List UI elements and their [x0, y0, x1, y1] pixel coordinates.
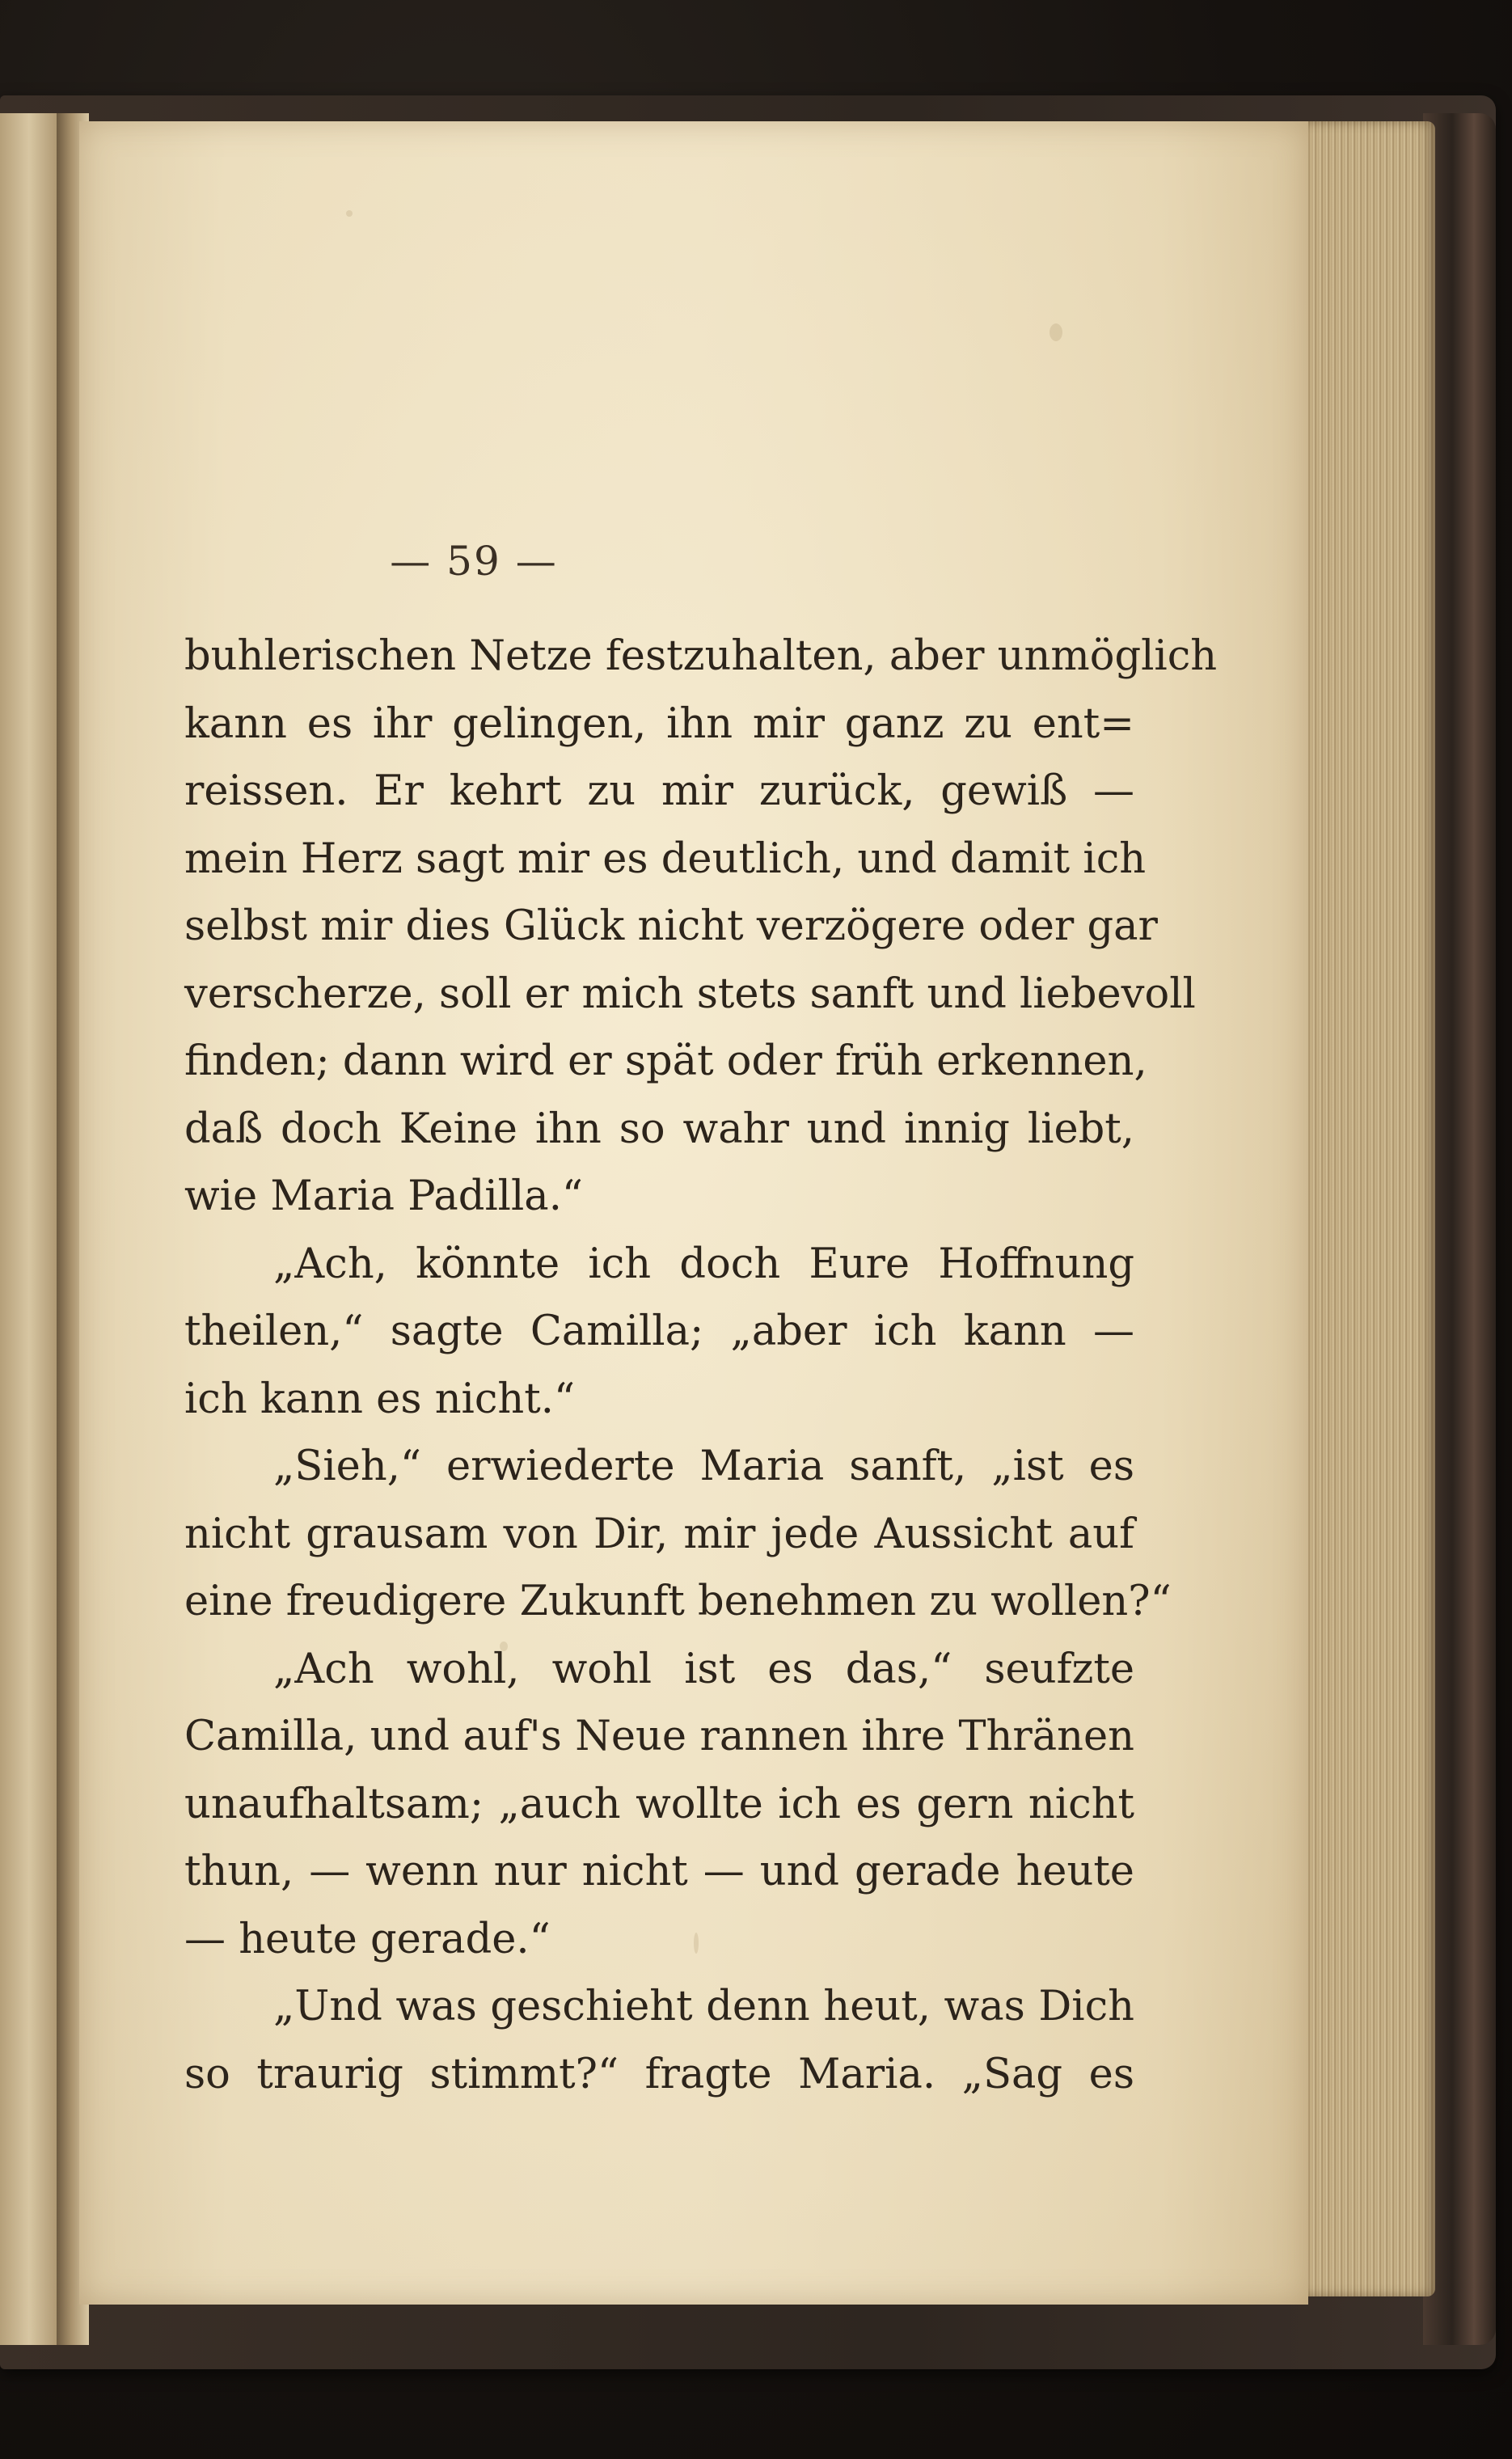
text-line: verscherze, soll er mich stets sanft und liebevoll — [184, 970, 1196, 1018]
text-line: „Ach wohl, wohl ist es das,“ seufzte — [273, 1645, 1134, 1693]
facing-page — [0, 113, 65, 2345]
text-line: „Sieh,“ erwiederte Maria sanft, „ist es — [273, 1443, 1134, 1490]
paper-stain — [346, 210, 353, 217]
text-line: selbst mir dies Glück nicht verzögere oder gar — [184, 902, 1158, 950]
text-line: nicht grausam von Dir, mir jede Aussicht auf — [184, 1510, 1134, 1558]
page-number: — 59 — — [390, 538, 558, 585]
text-line: reissen. Er kehrt zu mir zurück, gewiß — — [184, 767, 1134, 815]
text-line: kann es ihr gelingen, ihn mir ganz zu ent= — [184, 699, 1134, 748]
text-line: „Und was geschieht denn heut, was Dich — [273, 1983, 1134, 2030]
text-line: buhlerischen Netze festzuhalten, aber unmöglich — [184, 632, 1218, 680]
text-line: Camilla, und auf's Neue rannen ihre Thränen — [184, 1713, 1134, 1760]
text-line: so traurig stimmt?“ fragte Maria. „Sag es — [184, 2050, 1134, 2098]
text-line: ich kann es nicht.“ — [184, 1375, 576, 1423]
text-line: finden; dann wird er spät oder früh erkennen, — [184, 1037, 1147, 1085]
text-line: eine freudigere Zukunft benehmen zu wollen?“ — [184, 1578, 1172, 1625]
text-line: wie Maria Padilla.“ — [184, 1172, 583, 1220]
text-line: theilen,“ sagte Camilla; „aber ich kann — — [184, 1308, 1134, 1355]
text-line: mein Herz sagt mir es deutlich, und damit ich — [184, 834, 1147, 883]
text-line: thun, — wenn nur nicht — und gerade heute — [184, 1848, 1134, 1895]
text-line: — heute gerade.“ — [184, 1915, 551, 1963]
text-line: daß doch Keine ihn so wahr und innig liebt, — [184, 1105, 1134, 1153]
body-text — [184, 623, 1218, 2108]
paper-stain — [1050, 323, 1062, 341]
book-page — [79, 121, 1308, 2305]
page-edges — [1298, 121, 1435, 2296]
text-line: „Ach, könnte ich doch Eure Hoffnung — [273, 1240, 1134, 1288]
text-line: unaufhaltsam; „auch wollte ich es gern nicht — [184, 1780, 1134, 1828]
